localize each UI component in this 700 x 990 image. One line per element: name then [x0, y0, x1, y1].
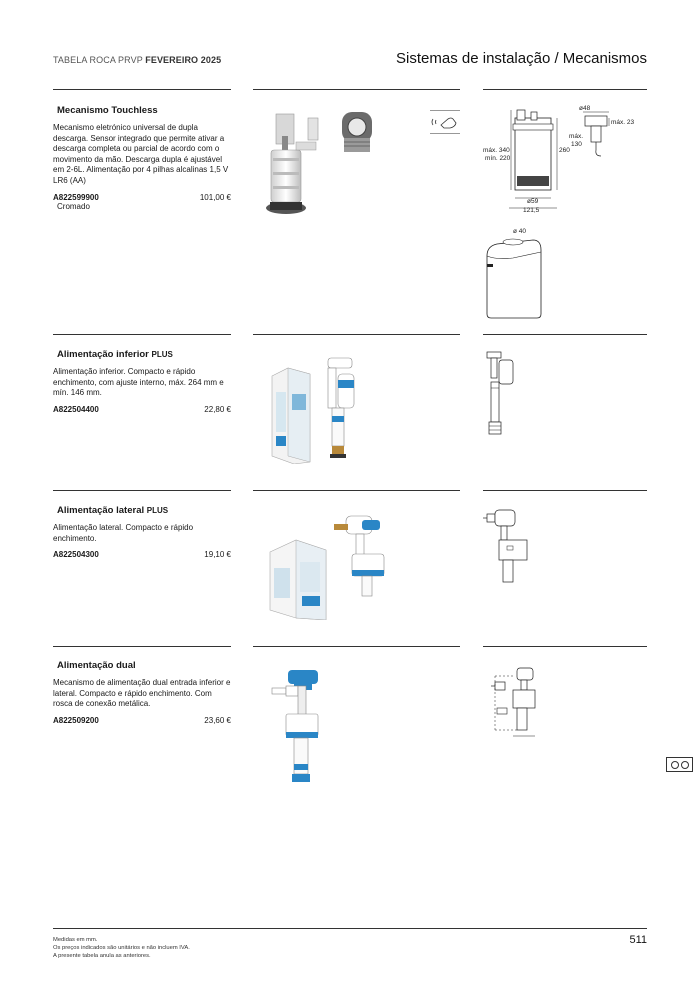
- section-divider: [253, 646, 460, 647]
- dim-max340: máx. 340: [483, 147, 510, 154]
- touchless-mechanism-photo: [262, 108, 377, 223]
- product-title-suffix: PLUS: [151, 350, 173, 359]
- product-price: 19,10 €: [204, 550, 231, 560]
- bottom-inlet-valve-drawing: [483, 348, 523, 438]
- header-catalog-label: [53, 55, 221, 65]
- dim-d48: ø48: [579, 105, 591, 112]
- footer-note: Os preços indicados são unitários e não incluem IVA.: [53, 945, 190, 951]
- product-side-inlet: [53, 505, 231, 559]
- dual-inlet-valve-drawing: [487, 664, 547, 744]
- catalog-name: TABELA ROCA PRVP: [53, 55, 143, 65]
- product-code: A822509200: [53, 715, 99, 725]
- dim-min220: mín. 220: [485, 155, 511, 162]
- product-title: [57, 505, 231, 516]
- dim-130: 130: [571, 141, 582, 148]
- side-inlet-valve-photo: [266, 510, 386, 620]
- product-price: 101,00 €: [199, 192, 231, 202]
- product-title: [57, 349, 231, 360]
- side-inlet-valve-drawing: [483, 504, 533, 584]
- product-price: 23,60 €: [204, 715, 231, 725]
- product-description: Alimentação inferior. Compacto e rápido enchimento, com ajuste interno, máx. 264 mm e mín. 146 mm.: [53, 367, 224, 398]
- catalog-date: FEVEREIRO 2025: [145, 55, 222, 65]
- section-divider: [483, 334, 647, 335]
- section-divider: [253, 89, 460, 90]
- dim-max-label: máx.: [569, 133, 584, 140]
- page-number: 511: [629, 934, 647, 946]
- price-row: [53, 193, 231, 202]
- tab-circle-icon: [671, 761, 679, 769]
- touchless-technical-drawing: [483, 104, 647, 214]
- product-title-text: Alimentação lateral: [57, 505, 145, 516]
- page-title: Sistemas de instalação / Mecanismos: [396, 50, 647, 67]
- dim-121: 121,5: [523, 207, 540, 214]
- product-touchless: [53, 105, 231, 211]
- section-divider: [53, 89, 231, 90]
- product-title: [57, 105, 231, 116]
- section-divider: [253, 490, 460, 491]
- product-code: A822504300: [53, 550, 99, 560]
- footer-note: A presente tabela anula as anteriores.: [53, 953, 151, 959]
- section-divider: [253, 334, 460, 335]
- touchless-sensor-icon: [430, 110, 460, 134]
- product-description: Mecanismo eletrónico universal de dupla descarga. Sensor integrado que permite ativar a descarga completa ou parcial de acordo com o movimento da mão. Descarga dupla é ajustável em 2-6L. Alimentação por 4 pilhas alcalinas 1,5 V LR6 (AA): [53, 123, 229, 185]
- section-divider: [53, 646, 231, 647]
- product-code: A822504400: [53, 404, 99, 414]
- bottom-inlet-valve-photo: [268, 352, 378, 464]
- product-description: Mecanismo de alimentação dual entrada inferior e lateral. Compacto e rápido enchimento. Com rosca de conexão metálica.: [53, 678, 231, 709]
- price-row: [53, 550, 231, 559]
- price-row: [53, 716, 231, 725]
- product-price: 22,80 €: [204, 404, 231, 414]
- dim-260: 260: [559, 147, 570, 154]
- product-dual-inlet: [53, 660, 231, 725]
- footer-notes: [53, 936, 190, 960]
- section-divider: [483, 490, 647, 491]
- product-code: A822599900: [53, 192, 99, 202]
- tab-circle-icon: [681, 761, 689, 769]
- product-bottom-inlet: [53, 349, 231, 414]
- dim-d59: ø59: [527, 198, 539, 205]
- product-description: Alimentação lateral. Compacto e rápido enchimento.: [53, 523, 194, 543]
- section-divider: [53, 490, 231, 491]
- section-tab-icon[interactable]: [666, 757, 693, 772]
- footer-note: Medidas em mm.: [53, 937, 98, 943]
- product-title-text: Mecanismo Touchless: [57, 105, 158, 116]
- product-variant: Cromado: [57, 201, 90, 211]
- section-divider: [483, 89, 647, 90]
- dim-max23: máx. 23: [611, 119, 635, 126]
- price-row: [53, 405, 231, 414]
- section-divider: [53, 334, 231, 335]
- product-title: [57, 660, 231, 671]
- product-title-text: Alimentação dual: [57, 660, 136, 671]
- product-title-text: Alimentação inferior: [57, 349, 149, 360]
- footer-divider: [53, 928, 647, 929]
- cistern-drawing: [483, 226, 545, 322]
- product-title-suffix: PLUS: [146, 506, 169, 515]
- section-divider: [483, 646, 647, 647]
- dual-inlet-valve-photo: [268, 666, 328, 786]
- dim-d40: ø 40: [513, 228, 527, 235]
